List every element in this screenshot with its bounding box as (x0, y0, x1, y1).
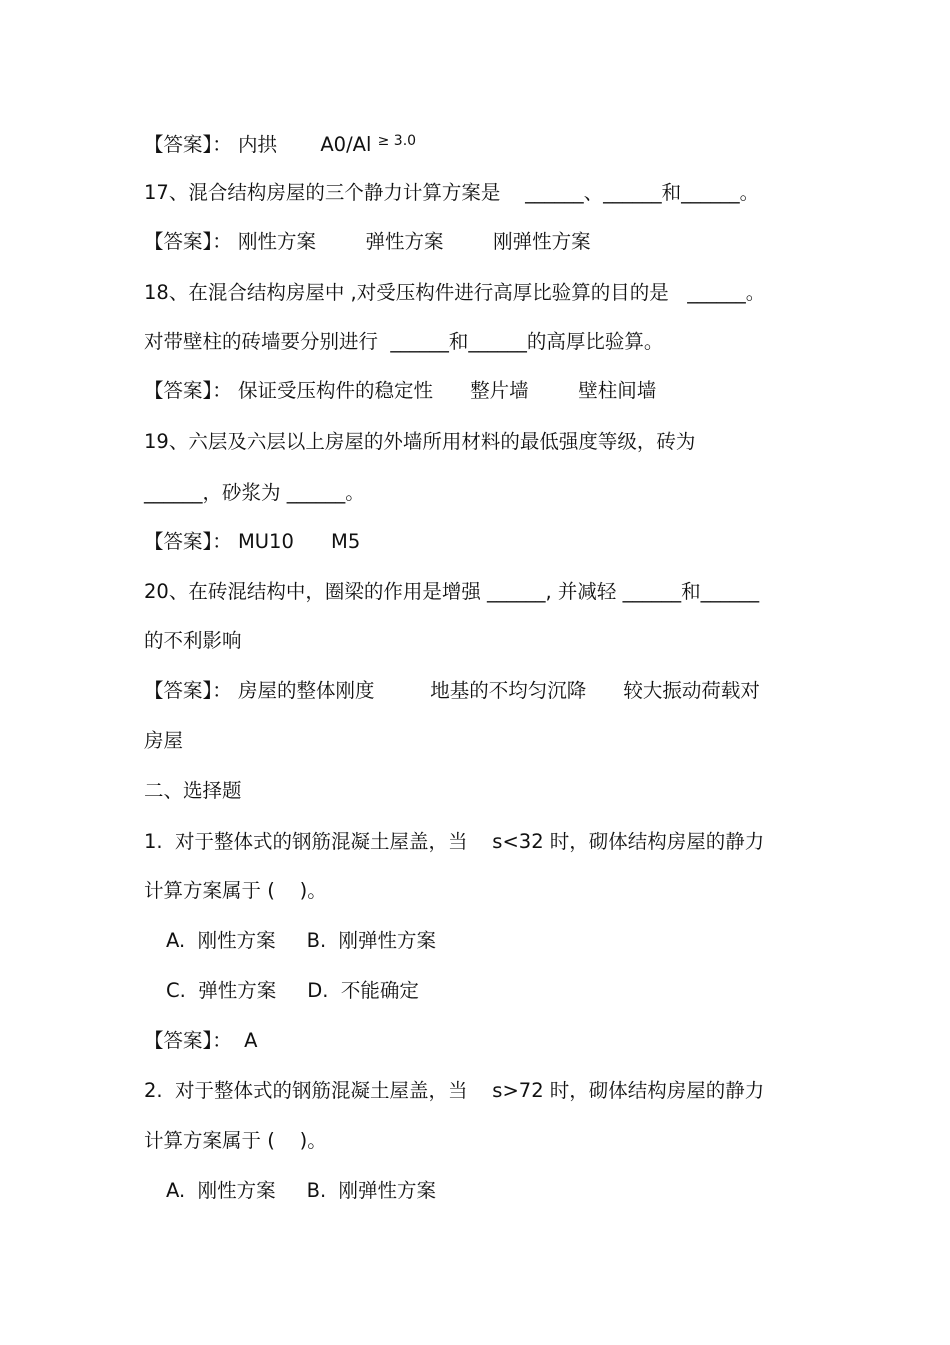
question-19-line2: ______，砂浆为 ______。 (144, 481, 365, 504)
answer-16 (144, 128, 416, 154)
mc-question-2-line1: 2. 对于整体式的钢筋混凝土屋盖，当 s>72 时，砌体结构房屋的静力 (144, 1079, 765, 1102)
question-17: 17、混合结构房屋的三个静力计算方案是 ______、______和______。 (144, 181, 760, 204)
answer-16-ratio: ≥ 3.0 (377, 133, 417, 149)
mc-question-1-line2: 计算方案属于 ( )。 (144, 879, 327, 902)
question-20-line1: 20、在砖混结构中，圈梁的作用是增强 ______, 并减轻 ______和______ (144, 580, 760, 603)
answer-18: 【答案】： 保证受压构件的稳定性 整片墙 壁柱间墙 (144, 379, 657, 402)
question-19-line1: 19、六层及六层以上房屋的外墙所用材料的最低强度等级，砖为 (144, 430, 696, 453)
answer-16-text: 【答案】： 内拱 A0/Al (144, 133, 378, 156)
mc-question-1-line1: 1. 对于整体式的钢筋混凝土屋盖，当 s<32 时，砌体结构房屋的静力 (144, 830, 765, 853)
answer-17: 【答案】： 刚性方案 弹性方案 刚弹性方案 (144, 230, 591, 253)
answer-20-line2: 房屋 (144, 729, 184, 752)
mc-question-1-options-cd: C. 弹性方案 D. 不能确定 (166, 979, 419, 1002)
question-18-line2: 对带壁柱的砖墙要分别进行 ______和______的高厚比验算。 (144, 330, 664, 353)
mc-question-1-options-ab: A. 刚性方案 B. 刚弹性方案 (166, 929, 437, 952)
question-20-line2: 的不利影响 (144, 629, 242, 652)
section-heading: 二、选择题 (144, 779, 242, 802)
question-18-line1: 18、在混合结构房屋中 ,对受压构件进行高厚比验算的目的是 ______。 (144, 281, 766, 304)
mc-answer-1: 【答案】： A (144, 1029, 258, 1052)
mc-question-2-line2: 计算方案属于 ( )。 (144, 1129, 327, 1152)
mc-question-2-options-ab: A. 刚性方案 B. 刚弹性方案 (166, 1179, 437, 1202)
answer-20-line1: 【答案】： 房屋的整体刚度 地基的不均匀沉降 较大振动荷载对 (144, 679, 760, 702)
answer-19: 【答案】： MU10 M5 (144, 530, 361, 553)
